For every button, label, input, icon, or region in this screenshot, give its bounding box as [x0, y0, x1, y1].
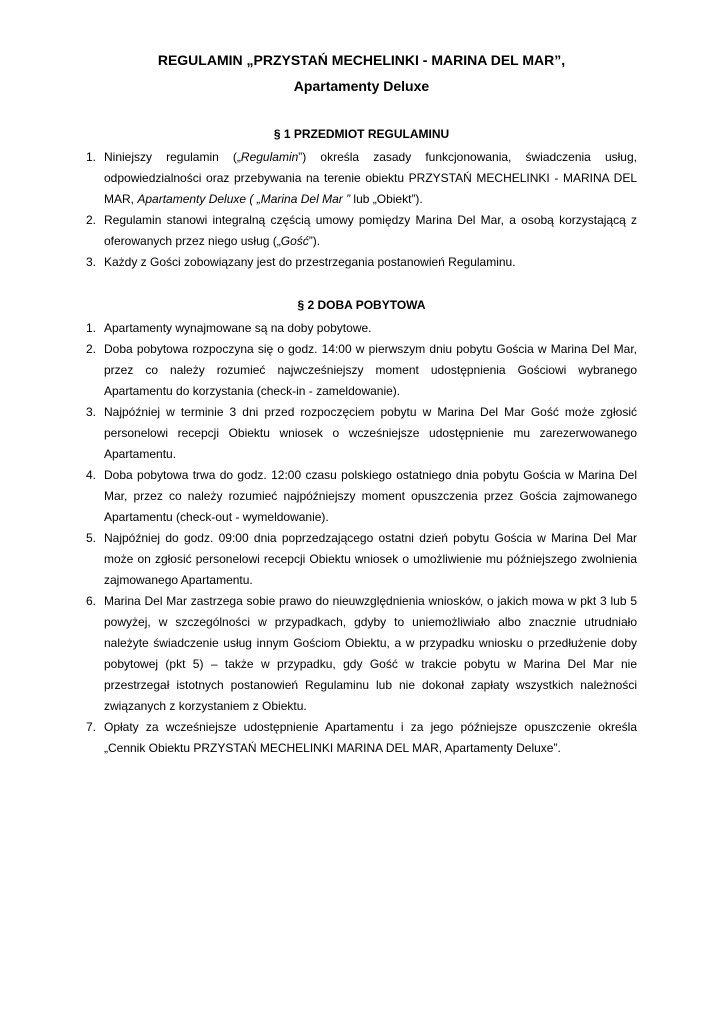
item-text: Każdy z Gości zobowiązany jest do przestrzegania postanowień Regulaminu. [104, 255, 516, 269]
section-1-list [86, 147, 637, 273]
item-number: 4. [86, 468, 97, 482]
item-text: Apartamenty wynajmowane są na doby pobytowe. [104, 321, 372, 335]
section-2-item-4 [86, 465, 637, 528]
item-text: ”) określa zasady funkcjonowania, świadczenia usług, odpowiedzialności oraz przebywania na terenie obiektu PRZYSTAŃ MECHELINKI - MARINA DEL MAR, [104, 150, 637, 206]
item-number: 2. [86, 342, 97, 356]
item-text: Doba pobytowa rozpoczyna się o godz. 14:00 w pierwszym dniu pobytu Gościa w Marina Del Mar, przez co należy rozumieć najwcześniejszy moment udostępnienia Gościowi wybranego Apartamentu do korzystania (check-in - zameldowanie). [104, 342, 637, 398]
section-2-item-7 [86, 717, 637, 759]
section-2-item-3 [86, 402, 637, 465]
item-text-italic: Regulamin [240, 150, 299, 164]
item-text-italic: Apartamenty Deluxe ( „Marina Del Mar ” [137, 192, 351, 206]
document-subtitle: Apartamenty Deluxe [293, 78, 430, 94]
item-number: 3. [86, 255, 97, 269]
section-2-item-6 [86, 591, 637, 717]
item-text: Najpóźniej w terminie 3 dni przed rozpoczęciem pobytu w Marina Del Mar Gość może zgłosić personelowi recepcji Obiektu wniosek o wcześniejsze udostępnienie mu zarezerwowanego Apartamentu. [104, 405, 637, 461]
item-number: 7. [86, 720, 97, 734]
section-2-item-1 [86, 318, 637, 339]
item-text: Marina Del Mar zastrzega sobie prawo do nieuwzględnienia wniosków, o jakich mowa w pkt 3 lub 5 powyżej, w szczególności w przypadkach, gdyby to uniemożliwiało albo znacznie utrudniało należyte świadczenie usług innym Gościom Obiektu, a w przypadku wniosku o przedłużenie doby pobytowej (pkt 5) – także w przypadku, gdy Gość w trakcie pobytu w Marina Del Mar nie przestrzegał istotnych postanowień Regulaminu lub nie dokonał zapłaty wszystkich należności związanych z korzystaniem z Obiektu. [104, 594, 637, 713]
section-1-item-2 [86, 210, 637, 252]
section-2-item-5 [86, 528, 637, 591]
section-1-item-1 [86, 147, 637, 210]
item-text-italic: Gość [280, 234, 309, 248]
section-1-heading: § 1 PRZEDMIOT REGULAMINU [273, 127, 450, 141]
item-text: lub „Obiekt”). [350, 192, 423, 206]
document-title: REGULAMIN „PRZYSTAŃ MECHELINKI - MARINA DEL MAR”, [157, 52, 566, 68]
section-2-item-2 [86, 339, 637, 402]
section-2-list [86, 318, 637, 759]
item-number: 1. [86, 150, 97, 164]
item-number: 6. [86, 594, 97, 608]
item-number: 2. [86, 213, 97, 227]
item-text: Doba pobytowa trwa do godz. 12:00 czasu polskiego ostatniego dnia pobytu Gościa w Marina Del Mar, przez co należy rozumieć najpóźniejszy moment opuszczenia przez Gościa zajmowanego Apartamentu (check-out - wymeldowanie). [104, 468, 637, 524]
section-2-heading: § 2 DOBA POBYTOWA [297, 298, 426, 312]
item-text: Regulamin stanowi integralną częścią umowy pomiędzy Marina Del Mar, a osobą korzystającą z oferowanych przez niego usług („ [104, 213, 637, 248]
item-number: 3. [86, 405, 97, 419]
item-text: ”). [308, 234, 321, 248]
item-text: Opłaty za wcześniejsze udostępnienie Apartamentu i za jego późniejsze opuszczenie określa „Cennik Obiektu PRZYSTAŃ MECHELINKI MARINA DEL MAR, Apartamenty Deluxe”. [104, 720, 637, 755]
item-text: Niniejszy regulamin („ [104, 150, 241, 164]
item-number: 5. [86, 531, 97, 545]
section-1-item-3 [86, 252, 637, 273]
item-text: Najpóźniej do godz. 09:00 dnia poprzedzającego ostatni dzień pobytu Gościa w Marina Del Mar może on zgłosić personelowi recepcji Obiektu wniosek o umożliwienie mu późniejszego zwolnienia zajmowanego Apartamentu. [104, 531, 637, 587]
item-number: 1. [86, 321, 97, 335]
